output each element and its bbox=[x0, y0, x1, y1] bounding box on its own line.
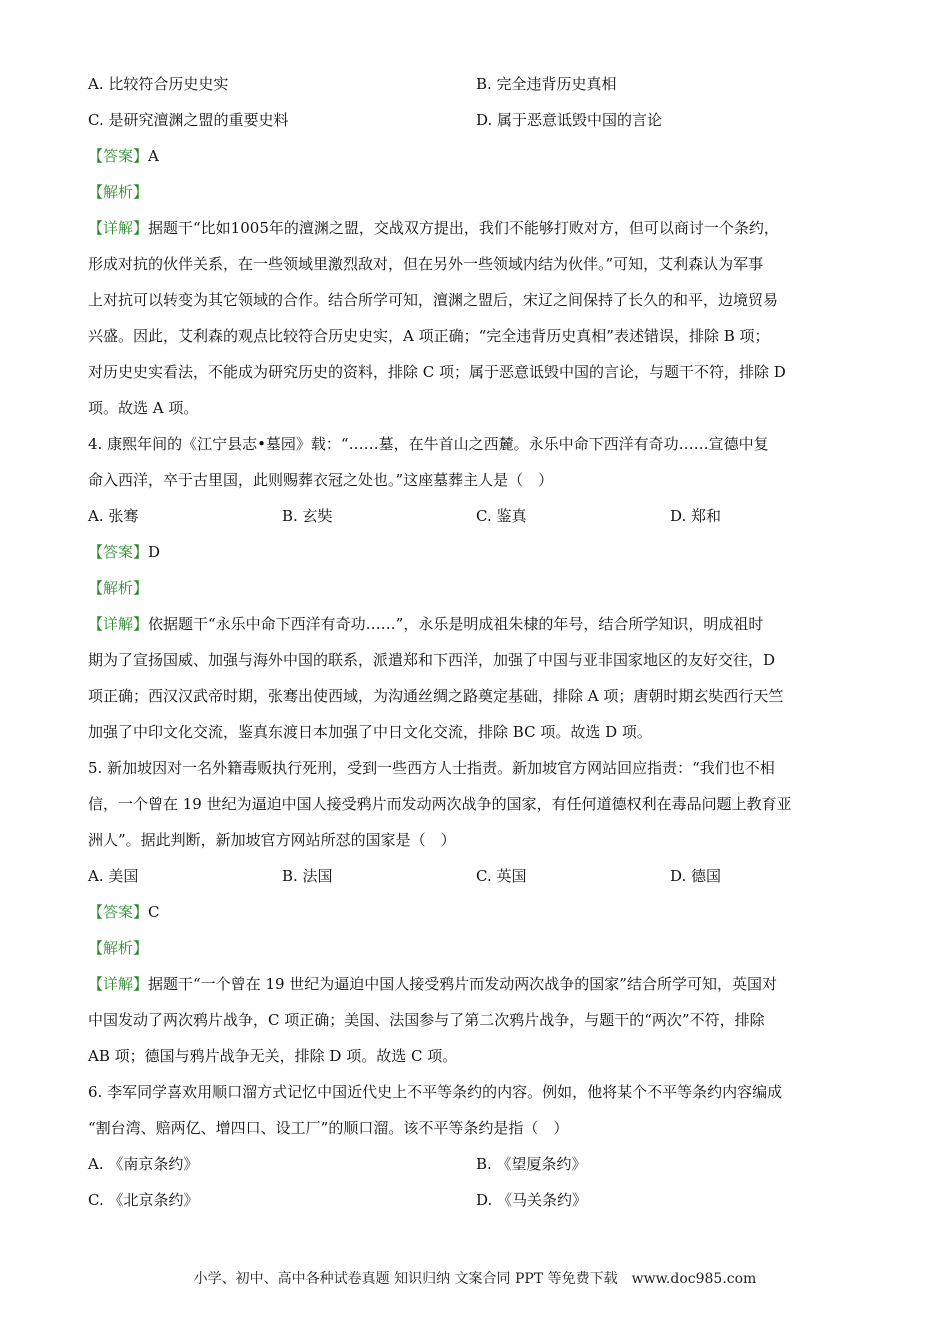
q4-option-a: A. 张骞 bbox=[88, 507, 139, 525]
page-footer bbox=[0, 1268, 950, 1288]
q6-option-d: D. 《马关条约》 bbox=[476, 1191, 588, 1209]
q6-stem-line: 6. 李军同学喜欢用顺口溜方式记忆中国近代史上不平等条约的内容。例如，他将某个不平等条约内容编成 bbox=[88, 1083, 783, 1101]
q3-detail-line bbox=[88, 210, 864, 246]
analysis-tag: 【解析】 bbox=[88, 939, 149, 957]
q4-option-c: C. 鉴真 bbox=[476, 507, 527, 525]
q3-option-d: D. 属于恶意诋毁中国的言论 bbox=[476, 111, 663, 129]
q6-option-b: B. 《望厦条约》 bbox=[476, 1155, 587, 1173]
answer-value: D bbox=[148, 543, 161, 561]
q5-stem-line: 信，一个曾在 19 世纪为逼迫中国人接受鸦片而发动两次战争的国家，有任何道德权利在毒品问题上教育亚 bbox=[88, 795, 792, 813]
footer-text: 小学、初中、高中各种试卷真题 知识归纳 文案合同 PPT 等免费下载 bbox=[193, 1271, 618, 1287]
q6-option-c: C. 《北京条约》 bbox=[88, 1191, 199, 1209]
q6-stem-line: “割台湾、赔两亿、增四口、设工厂”的顺口溜。该不平等条约是指（ ） bbox=[88, 1119, 569, 1137]
q4-options-row bbox=[88, 498, 864, 534]
document-page bbox=[88, 66, 864, 1218]
q4-answer bbox=[88, 534, 864, 570]
analysis-tag: 【解析】 bbox=[88, 579, 149, 597]
q5-stem-line: 5. 新加坡因对一名外籍毒贩执行死刑，受到一些西方人士指责。新加坡官方网站回应指责：“我们也不相 bbox=[88, 759, 775, 777]
q3-options-row-1 bbox=[88, 66, 864, 102]
q4-stem-line: 命入西洋，卒于古里国，此则赐葬衣冠之处也。”这座墓葬主人是（ ） bbox=[88, 471, 554, 489]
q3-option-c: C. 是研究澶渊之盟的重要史料 bbox=[88, 111, 289, 129]
q5-options-row bbox=[88, 858, 864, 894]
answer-tag: 【答案】 bbox=[88, 147, 149, 165]
q4-option-b: B. 玄奘 bbox=[282, 507, 333, 525]
q3-answer bbox=[88, 138, 864, 174]
answer-tag: 【答案】 bbox=[88, 543, 149, 561]
q5-detail-line bbox=[88, 966, 864, 1002]
q5-stem-line: 洲人”。据此判断，新加坡官方网站所怼的国家是（ ） bbox=[88, 831, 456, 849]
footer-url-link[interactable]: www.doc985.com bbox=[631, 1271, 757, 1287]
q3-detail-line: 上对抗可以转变为其它领域的合作。结合所学可知，澶渊之盟后，宋辽之间保持了长久的和平，边境贸易 bbox=[88, 291, 779, 309]
q5-detail-line: AB 项；德国与鸦片战争无关，排除 D 项。故选 C 项。 bbox=[88, 1047, 458, 1065]
answer-value: A bbox=[148, 147, 159, 165]
detail-text: 据题干“比如1005年的澶渊之盟，交战双方提出，我们不能够打败对方，但可以商讨一个条约， bbox=[148, 219, 779, 237]
detail-tag: 【详解】 bbox=[88, 219, 149, 237]
q4-option-d: D. 郑和 bbox=[670, 507, 722, 525]
q5-option-b: B. 法国 bbox=[282, 867, 333, 885]
q3-option-b: B. 完全违背历史真相 bbox=[476, 75, 617, 93]
analysis-tag: 【解析】 bbox=[88, 183, 149, 201]
q6-options-row-1 bbox=[88, 1146, 864, 1182]
q4-analysis bbox=[88, 570, 864, 606]
q5-detail-line: 中国发动了两次鸦片战争，C 项正确；美国、法国参与了第二次鸦片战争，与题干的“两次”不符，排除 bbox=[88, 1011, 765, 1029]
q6-option-a: A. 《南京条约》 bbox=[88, 1155, 199, 1173]
q3-detail-line: 项。故选 A 项。 bbox=[88, 399, 199, 417]
q5-answer bbox=[88, 894, 864, 930]
q4-stem-line: 4. 康熙年间的《江宁县志•墓园》载：“……墓，在牛首山之西麓。永乐中命下西洋有奇功……宣德中复 bbox=[88, 435, 769, 453]
q3-options-row-2 bbox=[88, 102, 864, 138]
q4-detail-line: 项正确；西汉汉武帝时期，张骞出使西域，为沟通丝绸之路奠定基础，排除 A 项；唐朝时期玄奘西行天竺 bbox=[88, 687, 784, 705]
detail-tag: 【详解】 bbox=[88, 975, 149, 993]
q6-options-row-2 bbox=[88, 1182, 864, 1218]
q3-detail-line: 形成对抗的伙伴关系，在一些领域里激烈敌对，但在另外一些领域内结为伙伴。”可知，艾利森认为军事 bbox=[88, 255, 764, 273]
q4-detail-line: 加强了中印文化交流，鉴真东渡日本加强了中日文化交流，排除 BC 项。故选 D 项。 bbox=[88, 723, 652, 741]
detail-text: 依据题干“永乐中命下西洋有奇功……”，永乐是明成祖朱棣的年号，结合所学知识，明成祖时 bbox=[148, 615, 764, 633]
q3-option-a: A. 比较符合历史史实 bbox=[88, 75, 229, 93]
q5-option-c: C. 英国 bbox=[476, 867, 527, 885]
q4-detail-line: 期为了宣扬国威、加强与海外中国的联系，派遣郑和下西洋，加强了中国与亚非国家地区的友好交往，D bbox=[88, 651, 776, 669]
q5-option-a: A. 美国 bbox=[88, 867, 139, 885]
q3-analysis bbox=[88, 174, 864, 210]
answer-tag: 【答案】 bbox=[88, 903, 149, 921]
answer-value: C bbox=[148, 903, 160, 921]
q5-analysis bbox=[88, 930, 864, 966]
q5-option-d: D. 德国 bbox=[670, 867, 722, 885]
q3-detail-line: 兴盛。因此，艾利森的观点比较符合历史史实，A 项正确；“完全违背历史真相”表述错误，排除 B 项； bbox=[88, 327, 770, 345]
q4-detail-line bbox=[88, 606, 864, 642]
q3-detail-line: 对历史史实看法，不能成为研究历史的资料，排除 C 项；属于恶意诋毁中国的言论，与题干不符，排除 D bbox=[88, 363, 786, 381]
detail-text: 据题干“一个曾在 19 世纪为逼迫中国人接受鸦片而发动两次战争的国家”结合所学可知，英国对 bbox=[148, 975, 777, 993]
detail-tag: 【详解】 bbox=[88, 615, 149, 633]
